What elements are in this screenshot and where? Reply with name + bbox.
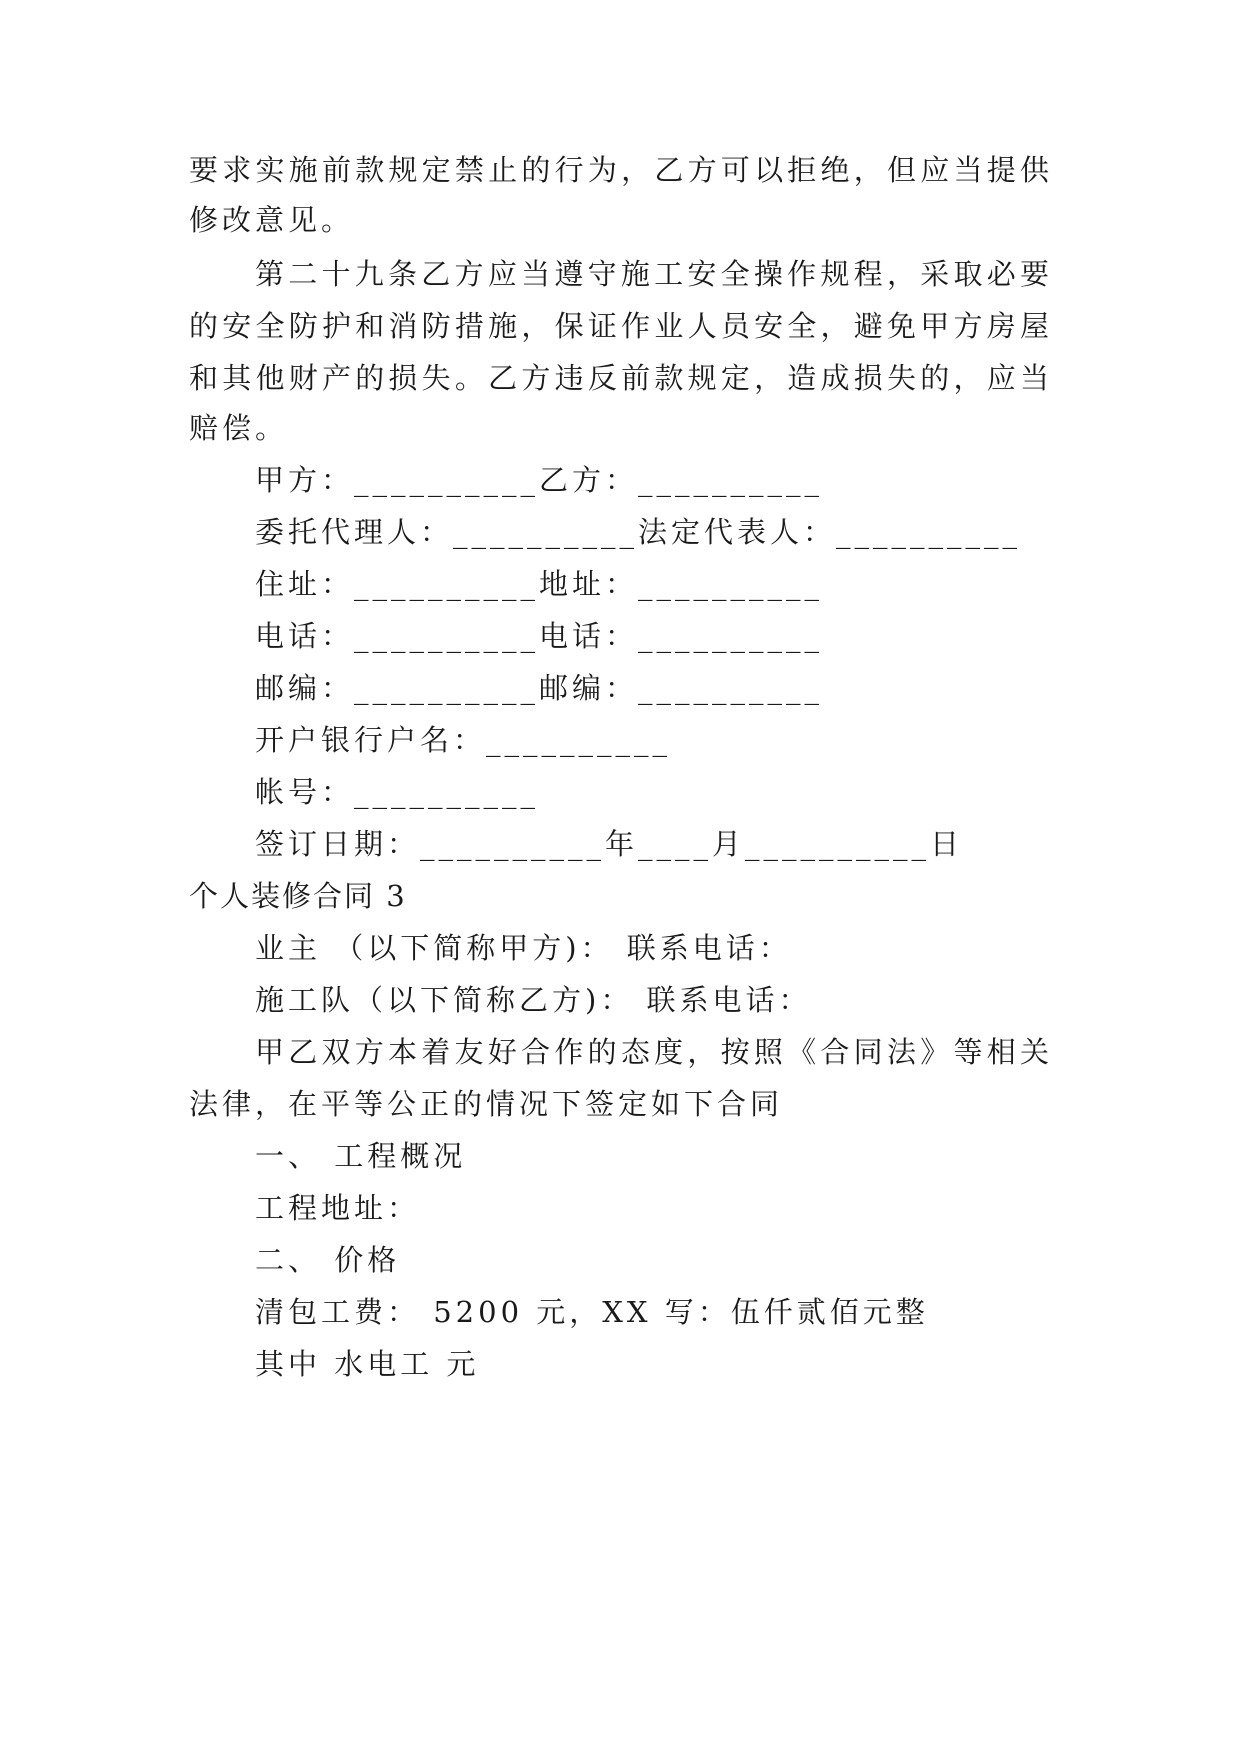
project-address-line: 工程地址： bbox=[255, 1191, 421, 1225]
text-line: 和其他财产的损失。乙方违反前款规定，造成损失的，应当 bbox=[189, 361, 1049, 395]
owner-line: 业主 （以下简称甲方)： 联系电话： bbox=[255, 931, 792, 965]
heading-price: 二、 价格 bbox=[255, 1243, 401, 1277]
party-signature-line: 甲方：__________乙方：__________ bbox=[255, 463, 824, 497]
text-line: 的安全防护和消防措施，保证作业人员安全，避免甲方房屋 bbox=[189, 309, 1049, 343]
text-line: 赔偿。 bbox=[189, 411, 289, 445]
signing-date-line: 签订日期：__________年____月__________日 bbox=[255, 827, 964, 861]
text-line: 要求实施前款规定禁止的行为，乙方可以拒绝，但应当提供 bbox=[189, 153, 1049, 187]
text-line: 修改意见。 bbox=[189, 203, 355, 237]
contractor-line: 施工队（以下简称乙方)： 联系电话： bbox=[255, 983, 812, 1017]
text-line: 法律，在平等公正的情况下签定如下合同 bbox=[189, 1087, 784, 1121]
article-29-line: 第二十九条乙方应当遵守施工安全操作规程，采取必要 bbox=[255, 257, 1049, 291]
agent-representative-line: 委托代理人：__________法定代表人：__________ bbox=[255, 515, 1022, 549]
bank-account-name-line: 开户银行户名：__________ bbox=[255, 723, 672, 757]
address-line: 住址：__________地址：__________ bbox=[255, 567, 824, 601]
account-number-line: 帐号：__________ bbox=[255, 775, 540, 809]
phone-line: 电话：__________电话：__________ bbox=[255, 619, 824, 653]
plumbing-electrical-line: 其中 水电工 元 bbox=[255, 1347, 480, 1381]
labor-fee-line: 清包工费： 5200 元，XX 写：伍仟贰佰元整 bbox=[255, 1295, 929, 1329]
heading-project-overview: 一、 工程概况 bbox=[255, 1139, 467, 1173]
section-title: 个人装修合同 3 bbox=[189, 879, 407, 913]
preamble-line: 甲乙双方本着友好合作的态度，按照《合同法》等相关 bbox=[255, 1035, 1049, 1069]
postcode-line: 邮编：__________邮编：__________ bbox=[255, 671, 824, 705]
